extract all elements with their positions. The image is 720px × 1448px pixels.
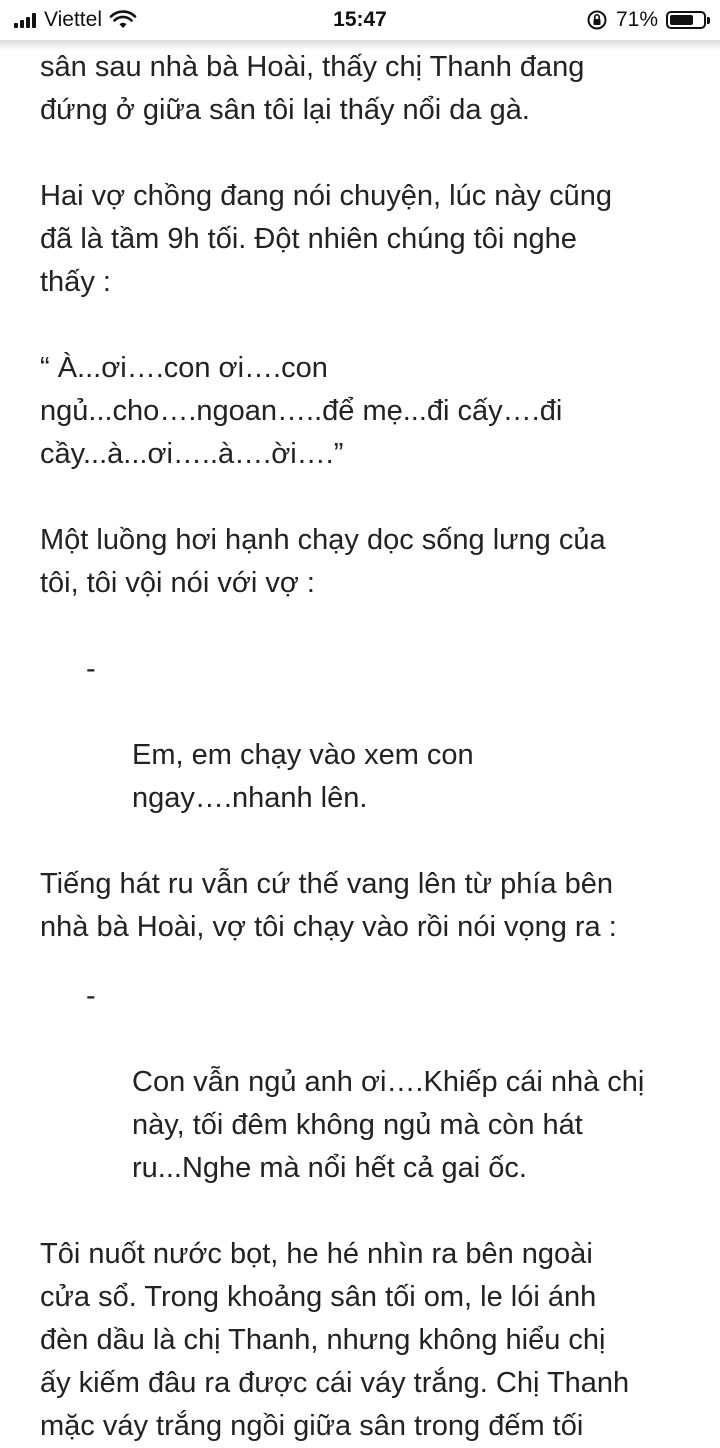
battery-icon xyxy=(666,11,706,29)
battery-percent: 71% xyxy=(615,8,658,31)
carrier-label: Viettel xyxy=(44,8,102,31)
wifi-icon xyxy=(110,10,136,30)
paragraph-lullaby-quote: “ À...ơi….con ơi….con ngủ...cho….ngoan…..để mẹ...đi cấy….đi cầy...à...ơi…..à….ời….” xyxy=(40,352,563,470)
battery-level-fill xyxy=(670,15,693,25)
paragraph: sân sau nhà bà Hoài, thấy chị Thanh đang đứng ở giữa sân tôi lại thấy nổi da gà. xyxy=(40,51,585,126)
article-body xyxy=(40,46,700,1448)
dialogue-item xyxy=(40,648,700,820)
dialogue-item xyxy=(40,975,700,1190)
status-left xyxy=(14,6,136,34)
status-right xyxy=(586,6,706,34)
paragraph: Tiếng hát ru vẫn cứ thế vang lên từ phía bên nhà bà Hoài, vợ tôi chạy vào rồi nói vọng ra : xyxy=(40,868,617,943)
dash-bullet: - xyxy=(86,653,96,685)
clock: 15:47 xyxy=(333,8,387,31)
dialogue-text: Con vẫn ngủ anh ơi….Khiếp cái nhà chị này, tối đêm không ngủ mà còn hát ru...Nghe mà nổi hết cả gai ốc. xyxy=(132,1066,645,1184)
dialogue-text: Em, em chạy vào xem con ngay….nhanh lên. xyxy=(132,739,474,814)
status-bar xyxy=(0,0,720,40)
paragraph: Một luồng hơi hạnh chạy dọc sống lưng của tôi, tôi vội nói với vợ : xyxy=(40,524,606,599)
orientation-lock-icon xyxy=(586,9,608,31)
paragraph: Tôi nuốt nước bọt, he hé nhìn ra bên ngoài cửa sổ. Trong khoảng sân tối om, le lói ánh đèn dầu là chị Thanh, nhưng không hiểu chị ấy kiếm đâu ra được cái váy trắng. Chị Thanh mặc váy trắng ngồi giữa sân trong đếm tối xyxy=(40,1238,630,1442)
paragraph: Hai vợ chồng đang nói chuyện, lúc này cũng đã là tầm 9h tối. Đột nhiên chúng tôi nghe thấy : xyxy=(40,180,612,298)
signal-icon xyxy=(14,12,36,28)
dash-bullet: - xyxy=(86,980,96,1012)
